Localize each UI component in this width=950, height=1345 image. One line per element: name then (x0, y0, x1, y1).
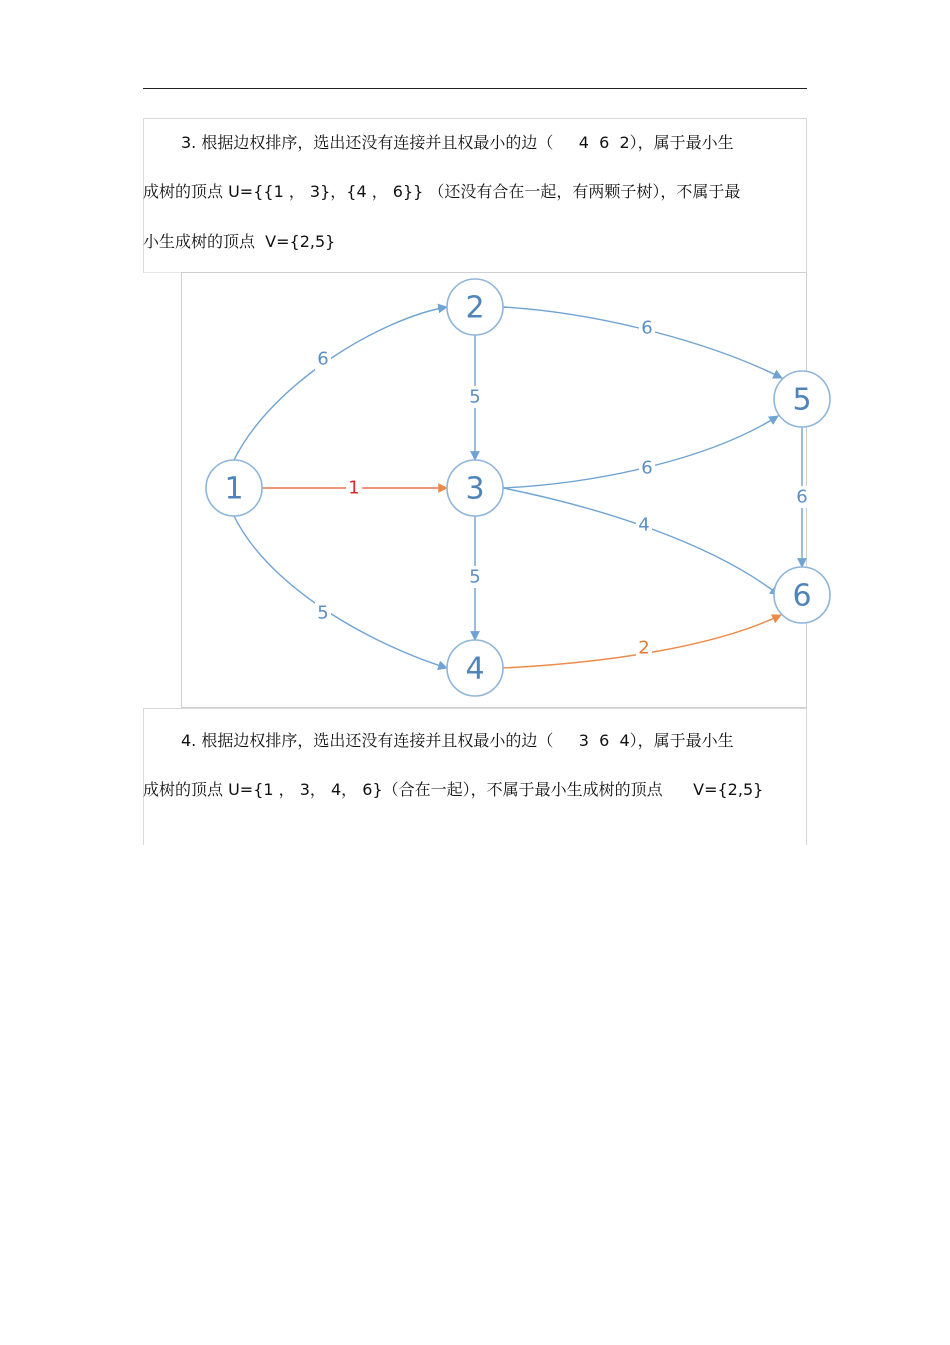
node-label-5: 5 (792, 382, 812, 418)
edge-weight-1-3: 1 (348, 477, 360, 499)
graph-diagram (182, 273, 842, 709)
edge-weight-1-4: 5 (317, 602, 329, 624)
step-3-line-3: 小生成树的顶点 V={2,5} (143, 232, 336, 251)
edge-weight-3-4: 5 (469, 566, 481, 588)
step-4-line-1: 4. 根据边权排序，选出还没有连接并且权最小的边（ 3 6 4），属于最小生 (181, 731, 734, 750)
step-3-line-2: 成树的顶点 U={{1 ， 3}，{4 ， 6}} （还没有合在一起，有两颗子树），不属于最 (143, 182, 741, 201)
edge-weight-2-5: 6 (641, 317, 653, 339)
edge-1-4 (234, 516, 447, 668)
edge-3-6 (503, 488, 779, 595)
edge-weight-1-2: 6 (317, 348, 329, 370)
node-label-3: 3 (465, 471, 485, 507)
edge-weight-2-3: 5 (469, 386, 481, 408)
edge-weight-3-6: 4 (638, 514, 650, 536)
edge-weight-4-6: 2 (638, 637, 650, 659)
graph-figure (181, 272, 812, 708)
step-4-line-2: 成树的顶点 U={1 ， 3， 4， 6}（合在一起），不属于最小生成树的顶点 V={2,5} (143, 780, 764, 799)
step-3-line-1: 3. 根据边权排序，选出还没有连接并且权最小的边（ 4 6 2），属于最小生 (181, 133, 734, 152)
top-rule (143, 88, 807, 89)
node-label-1: 1 (224, 471, 244, 507)
node-label-6: 6 (792, 578, 812, 614)
edge-weight-5-6: 6 (796, 486, 808, 508)
step-4-panel (143, 708, 807, 845)
edge-weight-3-5: 6 (641, 457, 653, 479)
node-label-4: 4 (465, 651, 485, 687)
edge-1-2 (234, 307, 447, 460)
node-label-2: 2 (465, 290, 485, 326)
